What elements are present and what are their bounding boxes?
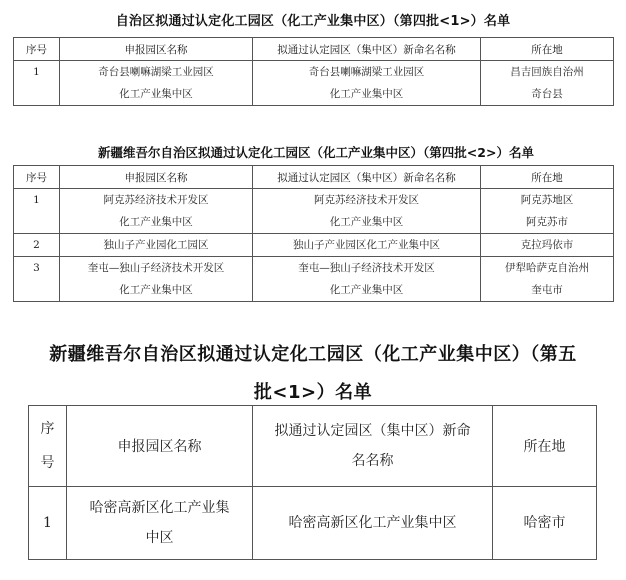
header-seq: 序 号 (29, 406, 67, 487)
table-row (14, 234, 614, 257)
table-row (14, 61, 614, 106)
list-title-batch4-1: 自治区拟通过认定化工园区（化工产业集中区）（第四批<1>）名单 (115, 14, 511, 29)
header-seq: 序号 (14, 166, 60, 189)
cell-applied-name: 阿克苏经济技术开发区 化工产业集中区 (60, 189, 253, 234)
table-header-row (14, 38, 614, 61)
cell-new-name: 独山子产业园区化工产业集中区 (253, 234, 481, 257)
list-title-batch4-2: 新疆维吾尔自治区拟通过认定化工园区（化工产业集中区）（第四批<2>）名单 (98, 145, 534, 160)
cell-applied-name: 独山子产业园化工园区 (60, 234, 253, 257)
header-applied-name: 申报园区名称 (60, 38, 253, 61)
table-batch4-2 (13, 165, 614, 302)
header-applied-name: 申报园区名称 (67, 406, 253, 487)
cell-location: 克拉玛依市 (481, 234, 614, 257)
cell-new-name: 奇台县喇嘛湖梁工业园区 化工产业集中区 (253, 61, 481, 106)
list-title-batch5-line2: 批<1>）名单 (253, 382, 373, 403)
cell-applied-name: 奎屯—独山子经济技术开发区 化工产业集中区 (60, 257, 253, 302)
cell-applied-name: 奇台县喇嘛湖梁工业园区 化工产业集中区 (60, 61, 253, 106)
header-new-name: 拟通过认定园区（集中区）新命名名称 (253, 38, 481, 61)
cell-seq: 1 (14, 189, 60, 234)
cell-new-name: 阿克苏经济技术开发区 化工产业集中区 (253, 189, 481, 234)
table-batch4-1 (13, 37, 614, 106)
header-location: 所在地 (481, 38, 614, 61)
cell-seq: 3 (14, 257, 60, 302)
cell-new-name: 奎屯—独山子经济技术开发区 化工产业集中区 (253, 257, 481, 302)
cell-seq: 2 (14, 234, 60, 257)
header-location: 所在地 (481, 166, 614, 189)
cell-new-name: 哈密高新区化工产业集中区 (253, 487, 493, 560)
cell-location: 昌吉回族自治州 奇台县 (481, 61, 614, 106)
cell-seq: 1 (29, 487, 67, 560)
table-batch5-1 (28, 405, 597, 560)
table-row (29, 487, 597, 560)
table-header-row (29, 406, 597, 487)
table-row (14, 189, 614, 234)
cell-location: 哈密市 (493, 487, 597, 560)
table-header-row (14, 166, 614, 189)
table-row (14, 257, 614, 302)
header-seq: 序号 (14, 38, 60, 61)
cell-location: 阿克苏地区 阿克苏市 (481, 189, 614, 234)
header-applied-name: 申报园区名称 (60, 166, 253, 189)
cell-location: 伊犁哈萨克自治州 奎屯市 (481, 257, 614, 302)
header-location: 所在地 (493, 406, 597, 487)
list-title-batch5-line1: 新疆维吾尔自治区拟通过认定化工园区（化工产业集中区）（第五 (49, 344, 577, 365)
header-new-name: 拟通过认定园区（集中区）新命 名名称 (253, 406, 493, 487)
cell-seq: 1 (14, 61, 60, 106)
cell-applied-name: 哈密高新区化工产业集 中区 (67, 487, 253, 560)
header-new-name: 拟通过认定园区（集中区）新命名名称 (253, 166, 481, 189)
